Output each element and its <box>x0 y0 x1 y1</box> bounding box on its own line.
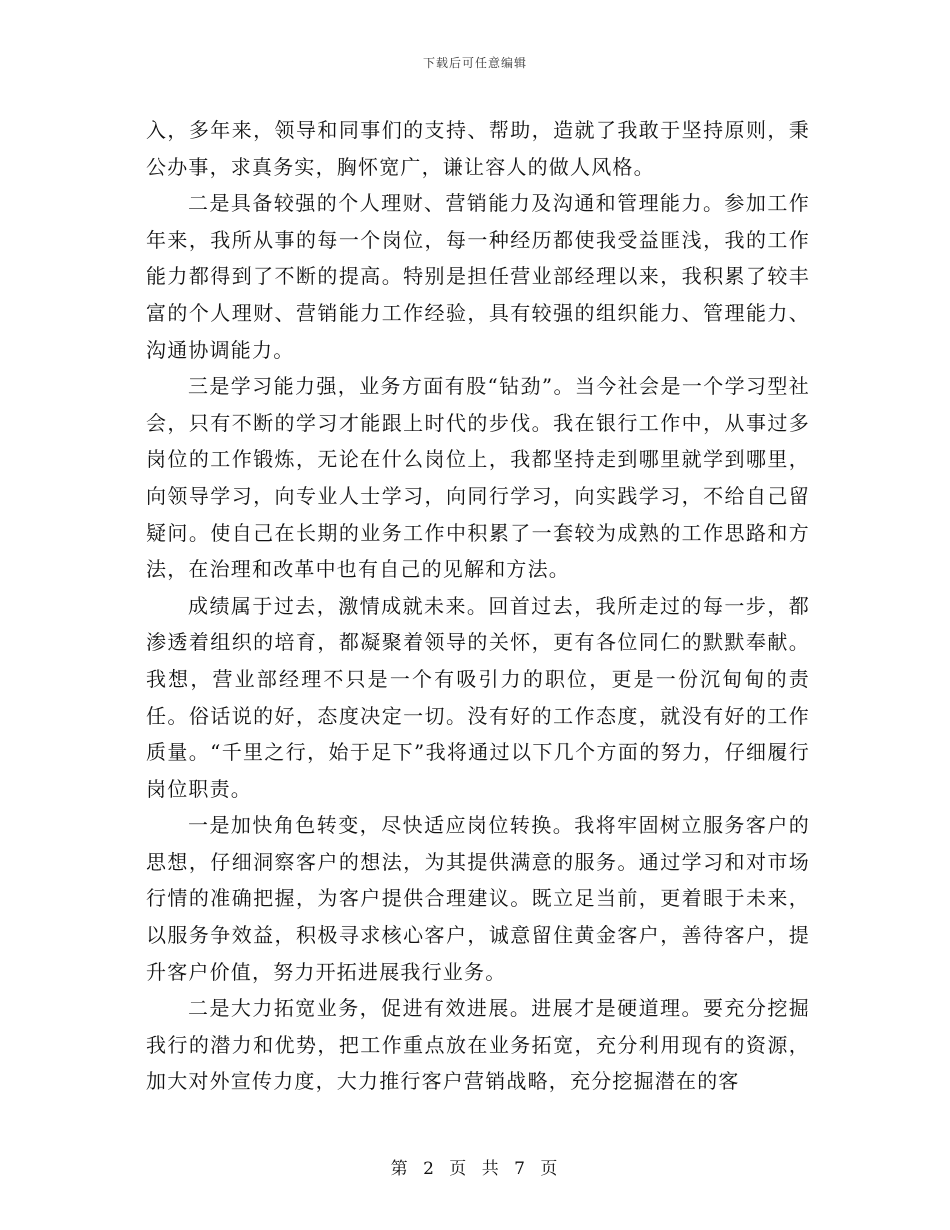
paragraph-learning-ability: 三是学习能力强，业务方面有股“钻劲”。当今社会是一个学习型社会，只有不断的学习才能跟上时代的步伐。我在银行工作中，从事过多岗位的工作锻炼，无论在什么岗位上，我都坚持走到哪里就学到哪里，向领导学习，向专业人士学习，向同行学习，向实践学习，不给自己留疑问。使自己在长期的业务工作中积累了一套较为成熟的工作思路和方法，在治理和改革中也有自己的见解和方法。 <box>146 374 810 582</box>
paragraph-future-outlook: 成绩属于过去，激情成就未来。回首过去，我所走过的每一步，都渗透着组织的培育，都凝聚着领导的关怀，更有各位同仁的默默奉献。我想，营业部经理不只是一个有吸引力的职位，更是一份沉甸甸的责任。俗话说的好，态度决定一切。没有好的工作态度，就没有好的工作质量。“千里之行，始于足下”我将通过以下几个方面的努力，仔细履行岗位职责。 <box>146 593 810 801</box>
page-number-footer: 第 2 页 共 7 页 <box>390 1159 560 1179</box>
document-body <box>146 112 810 1100</box>
page-header: 下载后可任意编辑 <box>422 56 527 70</box>
paragraph-ability-finance: 二是具备较强的个人理财、营销能力及沟通和管理能力。参加工作年来，我所从事的每一个岗位，每一种经历都使我受益匪浅，我的工作能力都得到了不断的提高。特别是担任营业部经理以来，我积累了较丰富的个人理财、营销能力工作经验，具有较强的组织能力、管理能力、沟通协调能力。 <box>146 191 810 362</box>
paragraph-continuation: 入，多年来，领导和同事们的支持、帮助，造就了我敢于坚持原则，秉公办事，求真务实，胸怀宽广，谦让容人的做人风格。 <box>146 118 810 179</box>
paragraph-business-expansion: 二是大力拓宽业务，促进有效进展。进展才是硬道理。要充分挖掘我行的潜力和优势，把工作重点放在业务拓宽，充分利用现有的资源，加大对外宣传力度，大力推行客户营销战略，充分挖掘潜在的客 <box>146 996 810 1094</box>
paragraph-role-transition: 一是加快角色转变，尽快适应岗位转换。我将牢固树立服务客户的思想，仔细洞察客户的想法，为其提供满意的服务。通过学习和对市场行情的准确把握，为客户提供合理建议。既立足当前，更着眼于未来，以服务争效益，积极寻求核心客户，诚意留住黄金客户，善待客户，提升客户价值，努力开拓进展我行业务。 <box>146 813 810 984</box>
